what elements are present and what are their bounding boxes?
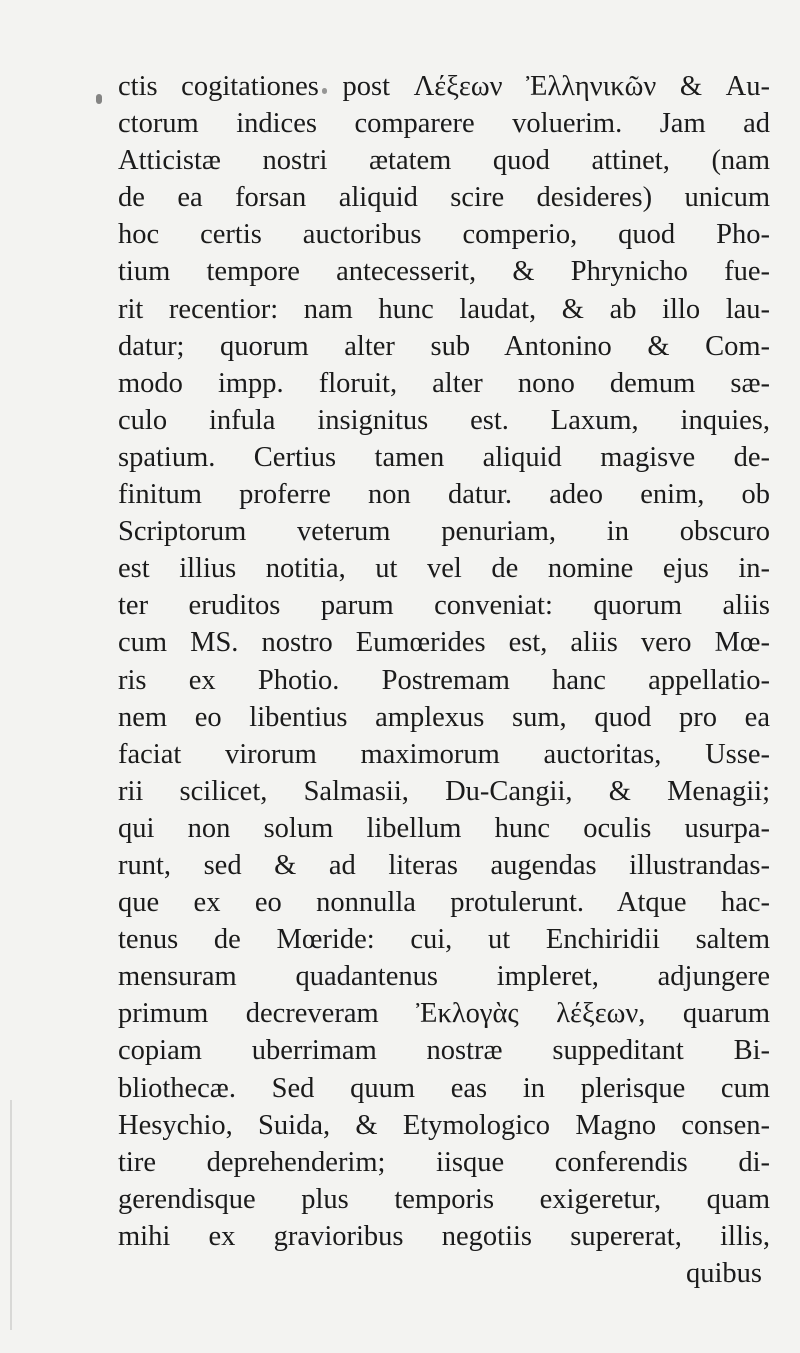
text-line: spatium. Certius tamen aliquid magisve de- bbox=[118, 441, 770, 473]
text-line: tenus de Mœride: cui, ut Enchiridii saltem bbox=[118, 924, 770, 956]
ink-spot bbox=[96, 94, 102, 104]
text-line: mihi ex gravioribus negotiis supererat, illis, bbox=[118, 1220, 770, 1252]
catchword: quibus bbox=[685, 1258, 762, 1289]
text-line: ctis cogitationes post Λέξεων Ἐλληνικῶν & Au- bbox=[118, 71, 770, 102]
text-line: primum decreveram Ἐκλογὰς λέξεων, quarum bbox=[118, 998, 770, 1030]
text-line: copiam uberrimam nostræ suppeditant Bi- bbox=[118, 1035, 770, 1067]
text-line: qui non solum libellum hunc oculis usurpa- bbox=[118, 812, 770, 844]
text-line: hoc certis auctoribus comperio, quod Pho- bbox=[118, 219, 770, 251]
text-line: tire deprehenderim; iisque conferendis di- bbox=[118, 1146, 770, 1178]
text-line: faciat virorum maximorum auctoritas, Usse- bbox=[118, 738, 770, 770]
text-line: culo infula insignitus est. Laxum, inquies, bbox=[118, 404, 770, 436]
text-line: datur; quorum alter sub Antonino & Com- bbox=[118, 330, 770, 362]
text-line: Hesychio, Suida, & Etymologico Magno consen- bbox=[118, 1109, 770, 1141]
text-line: mensuram quadantenus impleret, adjungere bbox=[118, 961, 770, 993]
body-text bbox=[118, 68, 770, 1292]
text-line: ter eruditos parum conveniat: quorum aliis bbox=[118, 590, 770, 622]
text-line: nem eo libentius amplexus sum, quod pro ea bbox=[118, 701, 770, 733]
text-line: cum MS. nostro Eumœrides est, aliis vero Μœ- bbox=[118, 627, 770, 659]
text-line: ctorum indices comparere voluerim. Jam ad bbox=[118, 108, 770, 140]
text-line: runt, sed & ad literas augendas illustrandas- bbox=[118, 849, 770, 881]
text-line: de ea forsan aliquid scire desideres) unicum bbox=[118, 182, 770, 214]
text-line: modo impp. floruit, alter nono demum sæ- bbox=[118, 367, 770, 399]
text-line: que ex eo nonnulla protulerunt. Atque hac- bbox=[118, 887, 770, 919]
text-line: Scriptorum veterum penuriam, in obscuro bbox=[118, 516, 770, 548]
text-line: rii scilicet, Salmasii, Du-Cangii, & Menagii; bbox=[118, 775, 770, 807]
text-line: bliothecæ. Sed quum eas in plerisque cum bbox=[118, 1072, 770, 1104]
text-line: tium tempore antecesserit, & Phrynicho fue- bbox=[118, 256, 770, 288]
text-line: est illius notitia, ut vel de nomine ejus in- bbox=[118, 553, 770, 585]
text-line: finitum proferre non datur. adeo enim, ob bbox=[118, 479, 770, 511]
margin-line bbox=[10, 1100, 12, 1330]
text-line: Atticistæ nostri ætatem quod attinet, (nam bbox=[118, 145, 770, 177]
text-line: gerendisque plus temporis exigeretur, quam bbox=[118, 1183, 770, 1215]
text-line: rit recentior: nam hunc laudat, & ab illo lau- bbox=[118, 293, 770, 325]
text-line: ris ex Photio. Postremam hanc appellatio- bbox=[118, 664, 770, 696]
